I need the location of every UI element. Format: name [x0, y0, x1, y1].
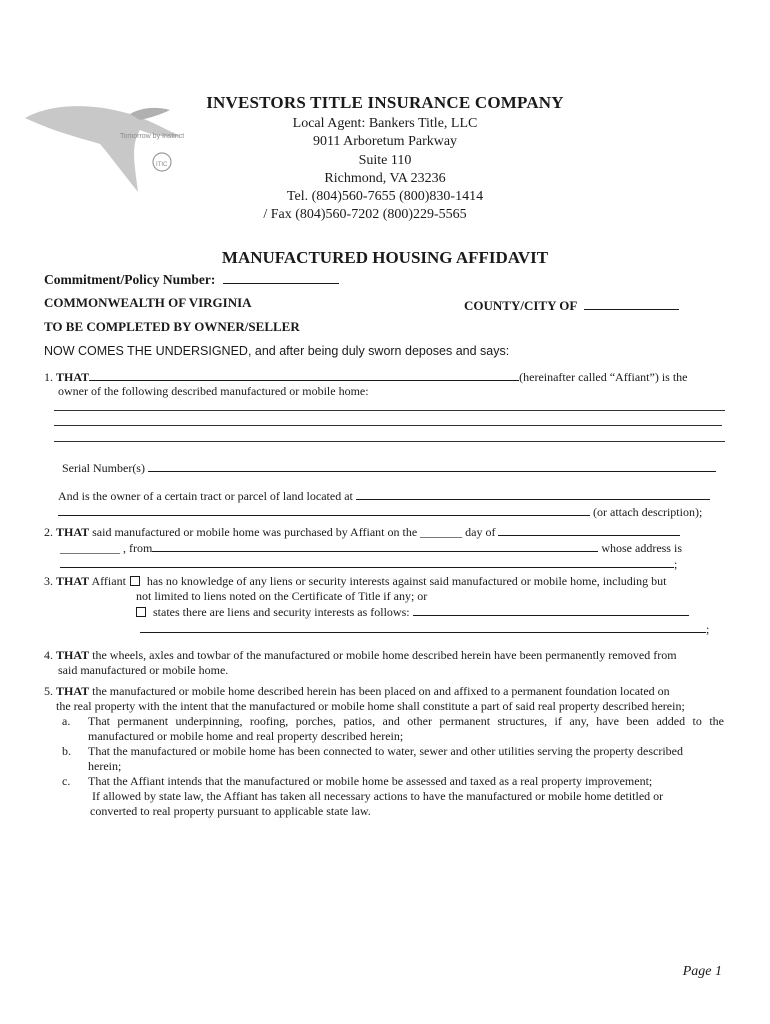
item-3-line-1: [44, 574, 666, 589]
liens-description-field[interactable]: [413, 604, 689, 616]
item-5-that: THAT: [56, 684, 90, 698]
home-description-line-3[interactable]: [54, 441, 725, 442]
county-label: COUNTY/CITY OF: [464, 298, 577, 313]
item-4-number: 4.: [44, 648, 53, 662]
item-4-line-1: [44, 648, 677, 663]
item-3-affiant: Affiant: [91, 574, 126, 588]
item-5a-line-1: That permanent underpinning, roofing, porches, patios, and other permanent structures, if any, have been added to the: [88, 714, 724, 728]
commitment-row: [44, 271, 339, 288]
address-line-1: 9011 Arboretum Parkway: [312, 134, 458, 149]
item-5-line-1: [44, 684, 670, 699]
item-5b-line-1: That the manufactured or mobile home has been connected to water, sewer and other utilities serving the property described: [88, 744, 683, 758]
land-label: And is the owner of a certain tract or parcel of land located at: [58, 489, 353, 503]
item-4-text: the wheels, axles and towbar of the manufactured or mobile home described herein have been permanently removed from: [92, 648, 677, 662]
local-agent: Local Agent: Bankers Title, LLC: [292, 116, 478, 131]
item-3-line-3: [136, 604, 689, 620]
county-row: [464, 297, 679, 314]
liens-exist-text: states there are liens and security interests as follows:: [153, 605, 410, 619]
item-2-number: 2.: [44, 525, 53, 539]
fax-line: / Fax (804)560-7202 (800)229-5565: [263, 207, 467, 222]
telephone-line: Tel. (804)560-7655 (800)830-1414: [286, 189, 484, 204]
now-comes-text: NOW COMES THE UNDERSIGNED, and after being duly sworn deposes and says:: [44, 344, 510, 358]
purchase-month-field[interactable]: [498, 524, 680, 536]
item-2-line-2: [60, 540, 682, 556]
item-3-number: 3.: [44, 574, 53, 588]
item-5-number: 5.: [44, 684, 53, 698]
item-2-from-text: __________ , from: [60, 541, 153, 555]
item-5b-label: b.: [62, 744, 71, 758]
item-5c-line-1: That the Affiant intends that the manufactured or mobile home be assessed and taxed as a real property improvement;: [88, 774, 653, 788]
serial-number-field[interactable]: [148, 460, 716, 472]
item-2-text: said manufactured or mobile home was purchased by Affiant on the _______ day of: [92, 525, 496, 539]
item-3-line-4: [140, 621, 709, 637]
item-1-number: 1.: [44, 370, 53, 384]
item-3-line-2: not limited to liens noted on the Certificate of Title if any; or: [136, 589, 428, 603]
land-location-field[interactable]: [356, 488, 710, 500]
item-1-that: THAT: [56, 370, 90, 384]
city-line: Richmond, VA 23236: [324, 171, 446, 186]
item-5c-line-2: If allowed by state law, the Affiant has taken all necessary actions to have the manufactured or mobile home detitled or: [92, 789, 664, 803]
item-2-line-1: [44, 524, 680, 540]
commitment-label: Commitment/Policy Number:: [44, 272, 216, 287]
item-3-that: THAT: [56, 574, 90, 588]
commitment-number-field[interactable]: [223, 271, 339, 284]
home-description-line-1[interactable]: [54, 410, 725, 411]
page-number: Page 1: [682, 964, 722, 979]
seller-address-field[interactable]: [60, 556, 674, 568]
item-5b-line-2: herein;: [88, 759, 122, 773]
item-5-line-2: the real property with the intent that the manufactured or mobile home shall constitute a part of said real property described herein;: [56, 699, 685, 713]
item-5-text: the manufactured or mobile home described herein has been placed on and affixed to a permanent foundation located on: [92, 684, 670, 698]
item-5c-label: c.: [62, 774, 71, 788]
item-2-that: THAT: [56, 525, 90, 539]
item-5a-label: a.: [62, 714, 71, 728]
owner-seller-heading: TO BE COMPLETED BY OWNER/SELLER: [44, 319, 300, 334]
serial-label: Serial Number(s): [62, 461, 145, 475]
seller-name-field[interactable]: [152, 540, 598, 552]
company-name: INVESTORS TITLE INSURANCE COMPANY: [206, 93, 564, 112]
item-1-line-1: [44, 369, 687, 385]
item-4-that: THAT: [56, 648, 90, 662]
document-title: MANUFACTURED HOUSING AFFIDAVIT: [221, 248, 549, 267]
commonwealth-label: COMMONWEALTH OF VIRGINIA: [44, 295, 252, 310]
address-line-2: Suite 110: [358, 153, 412, 168]
item-1-line-2: owner of the following described manufactured or mobile home:: [58, 384, 369, 398]
land-location-field-2[interactable]: [58, 504, 590, 516]
serial-row: [62, 460, 716, 476]
liens-description-field-2[interactable]: [140, 621, 706, 633]
item-4-line-2: said manufactured or mobile home.: [58, 663, 229, 677]
liens-exist-checkbox[interactable]: [136, 607, 146, 617]
attach-row: [58, 504, 702, 520]
no-liens-checkbox[interactable]: [130, 576, 140, 586]
item-3-end: ;: [706, 622, 710, 636]
affiant-name-field[interactable]: [89, 369, 519, 381]
land-row: [58, 488, 710, 504]
item-5c-line-3: converted to real property pursuant to applicable state law.: [90, 804, 371, 818]
county-field[interactable]: [584, 297, 679, 310]
logo-tagline: Tomorrow by Instinct: [120, 133, 185, 140]
item-2-whose-text: whose address is: [601, 541, 682, 555]
home-description-line-2[interactable]: [54, 425, 722, 426]
item-2-end: ;: [674, 557, 678, 571]
logo-mark: ITIC: [156, 162, 168, 168]
item-2-line-3: [60, 556, 677, 572]
item-1-affiant-text: (hereinafter called “Affiant”) is the: [519, 370, 688, 384]
item-5a-line-2: manufactured or mobile home and real property described herein;: [88, 729, 404, 743]
no-liens-text: has no knowledge of any liens or security interests against said manufactured or mobile home, including but: [146, 574, 667, 588]
attach-description-text: (or attach description);: [593, 505, 703, 519]
